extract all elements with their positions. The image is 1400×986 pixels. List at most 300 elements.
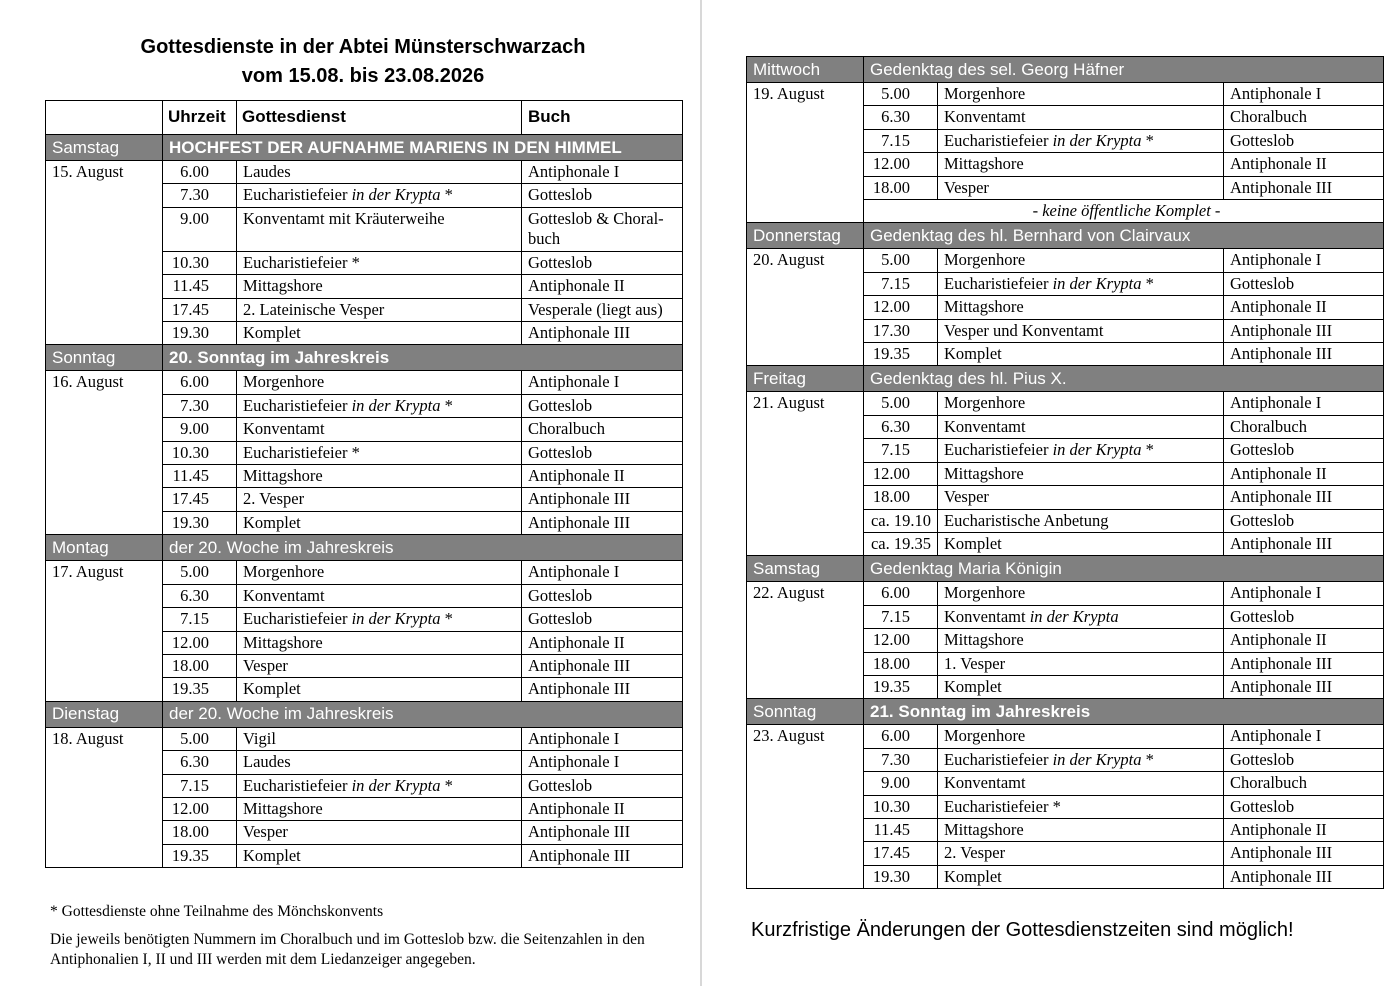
day-header-row [46,535,683,561]
time-cell: 5.00 [163,727,237,750]
service-text: Vesper [944,177,989,197]
day-date-cell [46,322,163,345]
table-row [747,725,1384,748]
day-date-cell [46,678,163,701]
book-cell: Antiphonale III [522,488,683,511]
day-date-cell [46,608,163,631]
time-cell: 7.30 [163,184,237,207]
time-cell: 6.00 [163,161,237,184]
service-cell [237,797,522,820]
book-cell: Antiphonale I [522,371,683,394]
service-cell [938,392,1224,415]
service-location: in der Krypta [351,609,441,629]
time-cell: 19.35 [864,343,938,366]
service-text: Morgenhore [944,583,1026,603]
note-cell: - keine öffentliche Komplet - [864,200,1384,223]
service-cell [938,842,1224,865]
table-row [747,296,1384,319]
service-cell [938,605,1224,628]
service-cell [237,561,522,584]
service-cell [938,629,1224,652]
book-cell: Antiphonale III [522,678,683,701]
service-cell [938,675,1224,698]
book-cell: Antiphonale III [522,322,683,345]
table-row [747,272,1384,295]
service-cell [938,748,1224,771]
service-text: Komplet [944,344,1002,364]
weekday-label: Samstag [46,135,163,161]
service-text: Eucharistische Anbetung [944,510,1109,530]
service-text: Konventamt [944,107,1026,127]
table-row [747,842,1384,865]
book-cell: Gotteslob [522,441,683,464]
service-cell [237,678,522,701]
day-date-cell [747,153,864,176]
date-label: 17. August [52,562,124,582]
time-cell: ca. 19.10 [864,509,938,532]
table-row [747,106,1384,129]
table-row [46,465,683,488]
service-cell [237,298,522,321]
service-text: Morgenhore [243,372,325,392]
day-date-cell [747,415,864,438]
time-cell: 5.00 [864,392,938,415]
date-label: 22. August [753,583,825,603]
service-text: 2. Lateinische Vesper [243,299,385,319]
day-date-cell [747,176,864,199]
day-header-row [46,345,683,371]
table-row [747,772,1384,795]
time-cell: 6.00 [163,371,237,394]
service-cell [237,654,522,677]
note-row [747,200,1384,223]
service-text: Mittagshore [243,632,323,652]
day-date-cell [46,797,163,820]
time-cell: 10.30 [163,441,237,464]
service-cell [938,509,1224,532]
table-row [46,844,683,867]
time-cell: 10.30 [163,251,237,274]
day-date-cell [46,207,163,251]
service-location: in der Krypta [1029,606,1119,626]
table-row [747,532,1384,555]
service-location: in der Krypta [351,185,441,205]
time-cell: 19.30 [163,322,237,345]
day-date-cell [747,296,864,319]
day-date-cell [46,584,163,607]
service-suffix: * [440,185,453,205]
time-cell: 5.00 [163,561,237,584]
service-cell [237,488,522,511]
service-location: in der Krypta [1052,130,1142,150]
day-date-cell [747,319,864,342]
table-row [747,748,1384,771]
date-label: 21. August [753,393,825,413]
service-text: Mittagshore [243,798,323,818]
weekday-label: Mittwoch [747,57,864,83]
time-cell: 9.00 [864,772,938,795]
date-label: 16. August [52,372,124,392]
footnote-star: * Gottesdienste ohne Teilnahme des Mönchskonvents [50,903,384,920]
day-date-cell [46,275,163,298]
date-label: 15. August [52,162,124,181]
table-row [747,129,1384,152]
table-row [747,249,1384,272]
service-cell [938,486,1224,509]
service-cell [237,161,522,184]
service-cell [938,532,1224,555]
table-row [747,486,1384,509]
service-text: Vesper [243,655,288,675]
service-cell [938,129,1224,152]
day-date-cell [747,605,864,628]
service-text: Eucharistiefeier [243,395,352,415]
service-cell [237,441,522,464]
day-date-cell [747,842,864,865]
service-cell [237,207,522,251]
time-cell: 18.00 [163,821,237,844]
book-cell: Antiphonale III [1224,176,1384,199]
service-text: Eucharistiefeier [243,185,352,205]
service-cell [938,439,1224,462]
changes-notice: Kurzfristige Änderungen der Gottesdienstzeiten sind möglich! [751,919,1294,941]
day-header-row [747,223,1384,249]
book-cell: Antiphonale I [1224,83,1384,106]
table-row [747,818,1384,841]
book-cell: Vesperale (liegt aus) [522,298,683,321]
service-text: 2. Vesper [944,843,1006,863]
day-header-row [747,699,1384,725]
time-cell: 9.00 [163,418,237,441]
time-cell: 6.30 [163,751,237,774]
day-date-cell [747,200,864,223]
table-row [747,865,1384,888]
book-cell: Antiphonale II [522,275,683,298]
table-row [46,251,683,274]
book-cell: Antiphonale III [1224,486,1384,509]
day-date-cell [747,818,864,841]
weekday-label: Dienstag [46,701,163,727]
service-text: Eucharistiefeier [944,273,1053,293]
day-date-cell [747,865,864,888]
service-cell [938,343,1224,366]
day-date-cell [46,821,163,844]
service-cell [938,865,1224,888]
book-cell: Antiphonale II [522,465,683,488]
table-row [46,298,683,321]
table-row [46,184,683,207]
service-text: Eucharistiefeier * [243,442,360,462]
service-cell [938,725,1224,748]
feast-label: 20. Sonntag im Jahreskreis [163,345,683,371]
day-date-cell [747,795,864,818]
day-header-row [46,701,683,727]
service-cell [237,511,522,534]
day-date-cell [747,582,864,605]
service-cell [237,821,522,844]
service-text: Eucharistiefeier [243,609,352,629]
service-text: Morgenhore [944,84,1026,103]
feast-label: der 20. Woche im Jahreskreis [163,701,683,727]
service-cell [938,818,1224,841]
book-cell: Antiphonale II [522,631,683,654]
day-date-cell [747,129,864,152]
date-label: 20. August [753,250,825,270]
table-row [46,488,683,511]
date-label: 19. August [753,84,825,103]
service-cell [938,176,1224,199]
service-text: Morgenhore [944,250,1026,270]
time-cell: 7.30 [163,394,237,417]
table-row [747,415,1384,438]
table-row [747,319,1384,342]
service-location: in der Krypta [351,775,441,795]
day-date-cell [747,249,864,272]
table-row [46,751,683,774]
service-text: Eucharistiefeier [243,775,352,795]
book-cell: Gotteslob [522,184,683,207]
book-cell: Antiphonale II [1224,296,1384,319]
day-date-cell [747,725,864,748]
feast-label: Gedenktag des sel. Georg Häfner [864,57,1384,83]
book-cell: Antiphonale III [522,821,683,844]
service-cell [938,772,1224,795]
day-date-cell [46,631,163,654]
day-date-cell [747,462,864,485]
day-date-cell [46,465,163,488]
column-header-book: Buch [522,101,683,135]
book-cell: Gotteslob [1224,795,1384,818]
time-cell: 7.15 [163,774,237,797]
day-date-cell [46,774,163,797]
day-date-cell [46,298,163,321]
service-text: Mittagshore [944,630,1024,650]
service-cell [938,249,1224,272]
book-cell: Antiphonale I [1224,582,1384,605]
book-cell: Gotteslob [1224,509,1384,532]
table-row [747,629,1384,652]
weekday-label: Donnerstag [747,223,864,249]
service-text: Eucharistiefeier [944,440,1053,460]
time-cell: 6.00 [864,725,938,748]
service-cell [237,774,522,797]
service-suffix: * [440,395,453,415]
service-cell [237,608,522,631]
day-date-cell [747,748,864,771]
service-text: Komplet [243,512,301,532]
table-row [46,394,683,417]
book-cell: Antiphonale III [522,844,683,867]
service-suffix: * [1141,130,1154,150]
service-cell [237,251,522,274]
service-cell [938,652,1224,675]
service-text: Komplet [944,533,1002,553]
table-row [46,207,683,251]
book-cell: Gotteslob [522,774,683,797]
book-cell: Antiphonale III [522,511,683,534]
service-cell [237,418,522,441]
schedule-table-left [45,100,683,868]
book-cell: Antiphonale III [1224,532,1384,555]
book-cell: Antiphonale II [1224,818,1384,841]
time-cell: ca. 19.35 [864,532,938,555]
service-text: Komplet [944,676,1002,696]
table-row [46,418,683,441]
table-row [747,439,1384,462]
service-text: Mittagshore [243,276,323,296]
weekday-label: Sonntag [46,345,163,371]
day-date-cell [747,772,864,795]
weekday-label: Freitag [747,366,864,392]
day-date-cell [46,727,163,750]
service-suffix: * [1141,273,1154,293]
service-cell [938,415,1224,438]
service-cell [237,751,522,774]
table-row [46,797,683,820]
book-cell: Antiphonale I [522,727,683,750]
table-row [46,774,683,797]
day-date-cell [46,161,163,184]
time-cell: 18.00 [864,176,938,199]
time-cell: 7.15 [163,608,237,631]
book-cell: Gotteslob [522,584,683,607]
day-date-cell [46,394,163,417]
book-cell: Gotteslob [1224,272,1384,295]
table-row [747,462,1384,485]
time-cell: 12.00 [163,797,237,820]
table-row [747,605,1384,628]
service-cell [938,462,1224,485]
day-date-cell [46,418,163,441]
page-subtitle: vom 15.08. bis 23.08.2026 [241,65,485,87]
service-location: in der Krypta [1052,440,1142,460]
table-row [747,675,1384,698]
time-cell: 19.35 [163,844,237,867]
weekday-label: Sonntag [747,699,864,725]
time-cell: 7.30 [864,748,938,771]
table-row [46,631,683,654]
time-cell: 12.00 [864,462,938,485]
service-cell [938,296,1224,319]
time-cell: 7.15 [864,605,938,628]
day-date-cell [747,83,864,106]
book-cell: Antiphonale III [1224,865,1384,888]
service-text: 1. Vesper [944,653,1006,673]
time-cell: 7.15 [864,272,938,295]
book-cell: Antiphonale I [522,161,683,184]
service-location: in der Krypta [1052,273,1142,293]
service-cell [237,584,522,607]
service-cell [237,275,522,298]
book-cell: Antiphonale III [1224,652,1384,675]
day-date-cell [747,675,864,698]
table-row [747,392,1384,415]
table-row [46,275,683,298]
weekday-label: Samstag [747,556,864,582]
service-text: Morgenhore [944,393,1026,413]
time-cell: 17.45 [864,842,938,865]
service-text: 2. Vesper [243,489,305,509]
service-cell [237,371,522,394]
service-text: Eucharistiefeier [944,130,1053,150]
time-cell: 12.00 [864,296,938,319]
table-row [46,727,683,750]
day-date-cell [46,654,163,677]
service-cell [938,153,1224,176]
time-cell: 18.00 [163,654,237,677]
schedule-table-right [746,56,1384,889]
book-cell: Choralbuch [522,418,683,441]
day-date-cell [747,532,864,555]
day-date-cell [46,441,163,464]
service-location: in der Krypta [1052,749,1142,769]
time-cell: 17.45 [163,488,237,511]
service-cell [938,83,1224,106]
book-cell: Gotteslob & Choral-buch [522,207,683,251]
time-cell: 18.00 [864,486,938,509]
column-header-time: Uhrzeit [163,101,237,135]
service-text: Konventamt [243,585,325,605]
table-row [747,176,1384,199]
table-row [747,153,1384,176]
feast-label: Gedenktag Maria Königin [864,556,1384,582]
table-row [46,561,683,584]
service-cell [237,631,522,654]
feast-label: Gedenktag des hl. Pius X. [864,366,1384,392]
day-date-cell [747,272,864,295]
time-cell: 17.45 [163,298,237,321]
book-cell: Antiphonale II [1224,629,1384,652]
day-date-cell [747,652,864,675]
time-cell: 5.00 [864,83,938,106]
service-text: Laudes [243,752,291,772]
service-text: Konventamt [944,416,1026,436]
table-row [46,441,683,464]
service-suffix: * [440,775,453,795]
service-text: Mittagshore [944,463,1024,483]
table-row [747,343,1384,366]
service-text: Vesper und Konventamt [944,320,1104,340]
book-cell: Gotteslob [522,394,683,417]
table-row [46,654,683,677]
service-text: Vesper [243,822,288,842]
time-cell: 19.35 [864,675,938,698]
time-cell: 5.00 [864,249,938,272]
book-cell: Choralbuch [1224,106,1384,129]
book-cell: Antiphonale I [1224,725,1384,748]
weekday-label: Montag [46,535,163,561]
table-row [46,821,683,844]
day-date-cell [747,439,864,462]
column-header-blank [46,101,163,135]
book-cell: Antiphonale III [1224,842,1384,865]
book-cell: Antiphonale II [1224,462,1384,485]
feast-label: Gedenktag des hl. Bernhard von Clairvaux [864,223,1384,249]
table-row [747,582,1384,605]
page-title: Gottesdienste in der Abtei Münsterschwarzach [140,36,586,58]
table-row [46,678,683,701]
book-cell: Antiphonale III [1224,319,1384,342]
service-location: in der Krypta [351,395,441,415]
service-text: Laudes [243,162,291,181]
service-text: Konventamt [944,606,1030,626]
service-text: Morgenhore [243,562,325,582]
footnote-text: Die jeweils benötigten Nummern im Choralbuch und im Gotteslob bzw. die Seitenzahlen in den Antiphonalien I, II und III werden mit dem Liedanzeiger angegeben. [50,931,645,968]
book-cell: Antiphonale II [522,797,683,820]
table-row [747,83,1384,106]
book-cell: Choralbuch [1224,772,1384,795]
day-date-cell [46,184,163,207]
